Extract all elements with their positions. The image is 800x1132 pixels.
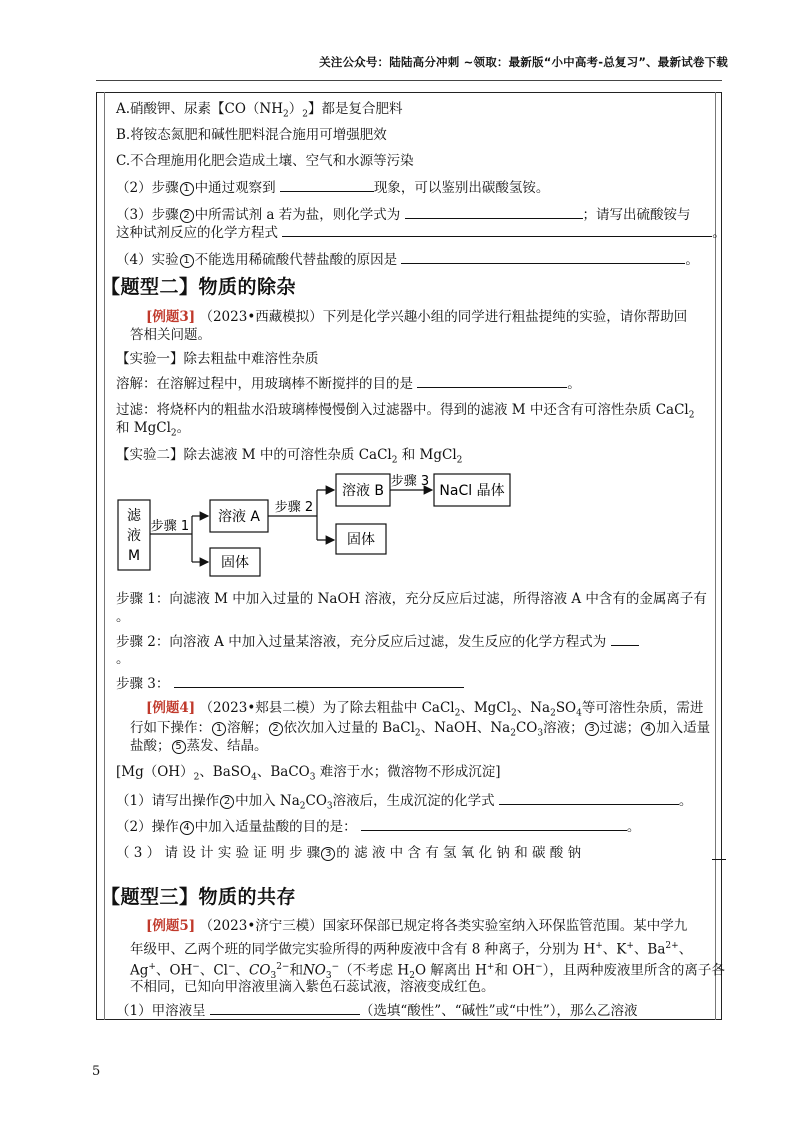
step-1-end: 。 — [116, 609, 130, 625]
answer-blank[interactable] — [280, 178, 374, 192]
answer-blank[interactable] — [499, 791, 679, 805]
solution-a-label: 溶液 A — [217, 509, 261, 525]
example4-intro: [例题4] （2023•郏县二模）为了除去粗盐中 CaCl$_2$、MgCl$_2$、$Na_2SO_4$等可溶性杂质，需进 — [146, 700, 704, 719]
example5-q1: （1）甲溶液呈 （选填“酸性”、“碱性”或“中性”），那么乙溶液 — [116, 1003, 638, 1019]
example5-ions-2: Ag+、OH−、Cl−、$CO_3^{2-}$和$NO_3^-$（不考虑 $H_2O$ 解离出 H+和 OH−），且两种废液里所含的离子各 — [130, 962, 725, 982]
answer-blank[interactable] — [712, 846, 726, 860]
option-c: C.不合理施用化肥会造成土壤、空气和水源等污染 — [116, 153, 414, 169]
step-2-text: 步骤 2：向溶液 A 中加入过量某溶液，充分反应后过滤，发生反应的化学方程式为 — [116, 632, 716, 651]
step3-label: 步骤 3 — [390, 474, 430, 489]
filter-text: 过滤：将烧杯内的粗盐水沿玻璃棒慢慢倒入过滤器中。得到的滤液 M 中还含有可溶性杂质 CaCl$_2$ — [116, 402, 695, 421]
flow-diagram — [112, 468, 532, 588]
step1-label: 步骤 1 — [150, 519, 190, 534]
step-2-end: 。 — [116, 651, 130, 667]
example4-note: [$Mg(OH)_2$、BaSO$_4$、BaCO$_3$ 难溶于水；微溶物不形成沉淀] — [116, 764, 501, 783]
solid-2-label: 固体 — [347, 532, 375, 548]
filtrate-label: 液 — [127, 528, 141, 544]
example4-q1: （1）请写出操作 2 中加入 $Na_2CO_3$溶液后，生成沉淀的化学式 。 — [116, 793, 693, 812]
experiment-1-heading: 【实验一】除去粗盐中难溶性杂质 — [116, 351, 319, 367]
option-a: A.硝酸钾、尿素【$CO(NH_2)_2$】都是复合肥料 — [116, 101, 403, 120]
answer-blank[interactable] — [405, 205, 583, 219]
solid-1-label: 固体 — [221, 555, 249, 571]
answer-blank[interactable] — [282, 223, 712, 237]
answer-blank[interactable] — [417, 374, 567, 388]
example4-operations: 行如下操作： 1 溶解； 2 依次加入过量的 BaCl$_2$、NaOH、$Na_2CO_3$溶液； 3 过滤； 4 加入适量 — [130, 720, 711, 739]
example4-q2: （2）操作 4 中加入适量盐酸的目的是： 。 — [116, 819, 641, 835]
filter-text-2: 和 MgCl$_2$。 — [116, 420, 191, 439]
page-header: 关注公众号：陆陆高分冲刺 ~领取：最新版“小中高考-总复习”、最新试卷下载 — [319, 55, 728, 69]
example3-intro2: 答相关问题。 — [130, 327, 211, 343]
step-3-text: 步骤 3： — [116, 674, 716, 693]
question-4: （4）实验 1 不能选用稀硫酸代替盐酸的原因是 。 — [116, 252, 699, 268]
example4-operations-2: 盐酸； 5 蒸发、结晶。 — [130, 738, 268, 754]
nacl-label: NaCl 晶体 — [439, 483, 505, 499]
answer-blank[interactable] — [361, 817, 627, 831]
filtrate-label: 滤 — [127, 508, 141, 524]
solution-b-label: 溶液 B — [341, 483, 385, 499]
question-2: （2）步骤 1 中通过观察到 现象，可以鉴别出碳酸氢铵。 — [116, 180, 550, 196]
header-divider — [96, 80, 722, 81]
answer-blank[interactable] — [210, 1001, 360, 1015]
dissolve-text: 溶解：在溶解过程中，用玻璃棒不断搅拌的目的是 。 — [116, 376, 581, 392]
question-3-line2: 这种试剂反应的化学方程式 。 — [116, 225, 726, 241]
answer-blank[interactable] — [174, 674, 464, 688]
answer-blank[interactable] — [611, 632, 639, 646]
page-number: 5 — [92, 1064, 101, 1079]
example4-q3: （ 3 ） 请 设 计 实 验 证 明 步 骤 3 的 滤 液 中 含 有 氢 氧 化 钠 和 碳 酸 钠 — [116, 845, 582, 861]
step2-label: 步骤 2 — [274, 500, 314, 515]
example5-ions: 年级甲、乙两个班的同学做完实验所得的两种废液中含有 8 种离子，分别为 H+、K+、$Ba^{2+}$、 — [130, 941, 693, 958]
filtrate-label: M — [127, 548, 141, 564]
example5-intro: [例题5] （2023•济宁三模）国家环保部已规定将各类实验室纳入环保监管范围。某中学九 — [146, 918, 688, 934]
option-b: B.将铵态氮肥和碱性肥料混合施用可增强肥效 — [116, 127, 387, 143]
section-title-coexistence: 【题型三】物质的共存 — [101, 886, 297, 908]
question-3: （3）步骤 2 中所需试剂 a 若为盐，则化学式为 ；请写出硫酸铵与 — [116, 207, 691, 223]
example5-condition: 不相同，已知向甲溶液里滴入紫色石蕊试液，溶液变成红色。 — [130, 979, 495, 995]
step-1-text: 步骤 1：向滤液 M 中加入过量的 NaOH 溶液，充分反应后过滤，所得溶液 A 中含有的金属离子有 — [116, 591, 707, 607]
experiment-2-heading: 【实验二】除去滤液 M 中的可溶性杂质 CaCl$_2$ 和 MgCl$_2$ — [116, 447, 463, 466]
section-title-removal: 【题型二】物质的除杂 — [101, 276, 297, 298]
answer-blank[interactable] — [401, 250, 685, 264]
example3-intro: [例题3] （2023•西藏模拟）下列是化学兴趣小组的同学进行粗盐提纯的实验，请你帮助回 — [146, 309, 688, 325]
